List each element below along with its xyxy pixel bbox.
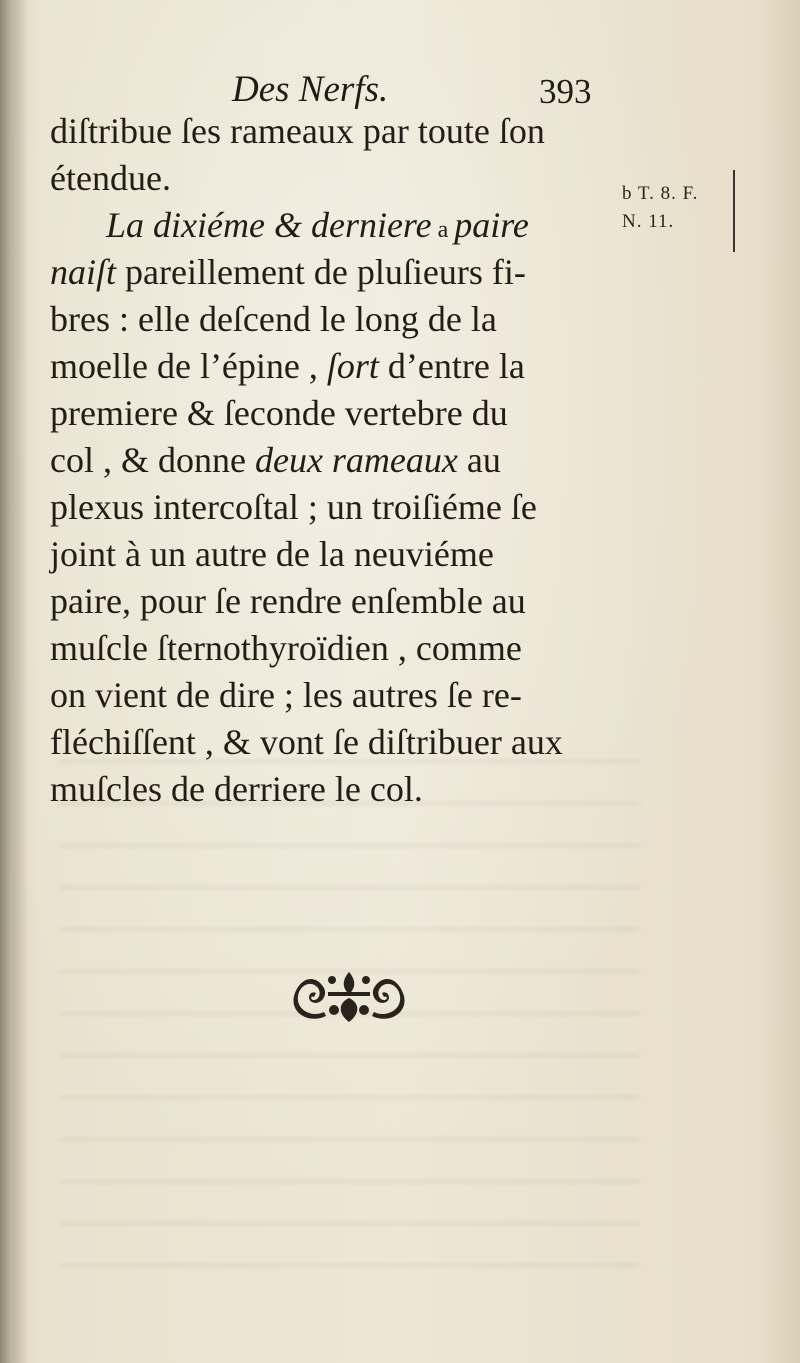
ornament-icon: [286, 966, 412, 1026]
text-fragment: a: [431, 217, 455, 243]
text-fragment: col , & donne: [50, 440, 255, 480]
text-fragment: au: [457, 440, 501, 480]
text-line: muſcle ſternothyroïdien , comme: [50, 628, 522, 668]
text-line: [50, 202, 640, 249]
text-line: muſcles de derriere le col.: [50, 769, 423, 809]
margin-note-line: b T. 8. F.: [622, 183, 699, 204]
text-line: premiere & ſeconde vertebre du: [50, 393, 508, 433]
text-line: paire, pour ſe rendre enſemble au: [50, 581, 526, 621]
italic-phrase: paire: [454, 205, 529, 245]
text-fragment: d’entre la: [378, 346, 525, 386]
italic-phrase: ſort: [326, 346, 379, 386]
italic-phrase: naiſt: [50, 252, 117, 292]
text-line: joint à un autre de la neuviéme: [50, 534, 494, 574]
margin-note: [622, 180, 698, 236]
margin-note-line: N. 11.: [622, 211, 675, 232]
text-line: diſtribue ſes rameaux par toute ſon: [50, 111, 545, 151]
italic-phrase: La dixiéme & derniere: [106, 205, 432, 245]
text-line: [50, 437, 640, 484]
page-number: 393: [539, 72, 592, 111]
page-gutter-shadow: [0, 0, 28, 1363]
text-line: étendue.: [50, 158, 171, 198]
text-line: bres : elle deſcend le long de la: [50, 299, 497, 339]
text-line: on vient de dire ; les autres ſe re-: [50, 675, 522, 715]
margin-bracket: [733, 170, 735, 252]
body-text: [50, 108, 640, 813]
text-line: [50, 249, 640, 296]
text-line: fléchiſſent , & vont ſe diſtribuer aux: [50, 722, 563, 762]
italic-phrase: deux rameaux: [254, 440, 458, 480]
text-line: plexus intercoſtal ; un troiſiéme ſe: [50, 487, 537, 527]
running-title: Des Nerfs.: [232, 69, 389, 110]
text-fragment: moelle de l’épine ,: [50, 346, 327, 386]
text-fragment: pareillement de pluſieurs fi-: [116, 252, 526, 292]
text-line: [50, 343, 640, 390]
